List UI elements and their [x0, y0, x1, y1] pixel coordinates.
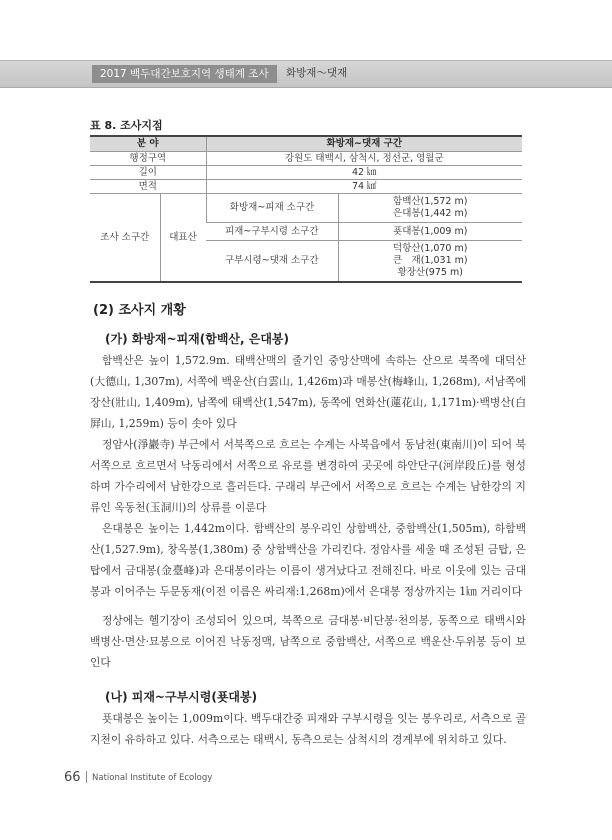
paragraph: 은대봉은 높이는 1,442m이다. 함백산의 봉우리인 상함백산, 중함백산(1,505m), 하함백산(1,527.9m), 창옥봉(1,380m) 중 상함백산을 가리킨다. 정암사를 세울 때 조성된 금탑, 은탑에서 금대봉(金臺峰)과 은대봉이라는 이름이 생겨났다고 전해진다. 바로 이웃에 있는 금대봉과 이어주는 두문동재(이전 이름은 싸리재:1,268m)에서 은대봉 정상까지는 1㎞ 거리이다: [90, 522, 526, 598]
row-value-area: 74 ㎢: [206, 180, 522, 194]
row-label-area: 면적: [90, 180, 206, 194]
footer-divider: [86, 771, 87, 783]
table-title: 표 8. 조사지점: [90, 119, 163, 132]
header-cell-section: 화방재~댓재 구간: [206, 136, 522, 152]
row-label-length: 길이: [90, 166, 206, 180]
subsection-2-name: 피재~구부시령 소구간: [206, 223, 338, 241]
peak-hambaeksan: 함백산(1,572 m): [393, 196, 468, 207]
peak-pyodaebong: 푯대봉(1,009 m): [393, 225, 468, 237]
running-header-section: 화방재～댓재: [286, 67, 348, 79]
table-header-row: [90, 136, 522, 152]
header-cell-field: 분 야: [90, 136, 206, 152]
row-value-admin: 강원도 태백시, 삼척시, 정선군, 영월군: [206, 152, 522, 166]
section-heading: (2) 조사지 개황: [93, 303, 186, 318]
row-label-representative: 대표산: [160, 194, 206, 283]
subsection-2-peaks: [338, 223, 522, 241]
row-value-length: 42 ㎞: [206, 166, 522, 180]
paragraph: 정암사(淨巖寺) 부근에서 서북쪽으로 흐르는 수계는 사북읍에서 동남천(東南川)이 되어 북서쪽으로 흐르면서 낙동리에서 서쪽으로 유로를 변경하여 곳곳에 하안단구(河岸段丘)를 형성하며 가수리에서 남한강으로 흘러든다. 구래리 부근에서 서쪽으로 흐르는 수계는 남한강의 지류인 옥동천(玉洞川)의 상류를 이룬다: [90, 438, 526, 514]
peak-keunjae: 큰 재(1,031 m): [392, 255, 468, 266]
sub-heading-a: (가) 화방재~피재(함백산, 은대봉): [105, 332, 290, 346]
subsection-3-peaks: [338, 241, 522, 283]
page-number: 66: [64, 770, 81, 785]
row-label-subsection: 조사 소구간: [90, 194, 160, 283]
subsection-1-name: 화방재~피재 소구간: [206, 194, 338, 223]
paragraph: 정상에는 헬기장이 조성되어 있으며, 북쪽으로 금대봉·비단봉·천의봉, 동쪽으로 태백시와 백병산·면산·묘봉으로 이어진 낙동정맥, 남쪽으로 중함백산, 서쪽으로 백운산·두위봉 등이 보인다: [90, 614, 526, 669]
peak-hwangjangsan: 황장산(975 m): [397, 267, 463, 278]
running-header-title: 2017 백두대간보호지역 생태계 조사: [92, 65, 277, 83]
table-row: [90, 152, 522, 166]
survey-site-table: [90, 135, 522, 283]
subsection-3-name: 구부시령~댓재 소구간: [206, 241, 338, 283]
footer-institute: National Institute of Ecology: [92, 773, 213, 783]
sub-heading-b: (나) 피재~구부시령(푯대봉): [105, 690, 258, 704]
paragraph: 푯대봉은 높이는 1,009m이다. 백두대간중 피재와 구부시령을 잇는 봉우리로, 서측으로 골지천이 유하하고 있다. 서측으로는 태백시, 동측으로는 삼척시의 경계부에 위치하고 있다.: [90, 712, 526, 746]
peak-deokhangsan: 덕항산(1,070 m): [393, 243, 468, 254]
table-row: [90, 180, 522, 194]
peak-eundaebong: 은대봉(1,442 m): [393, 208, 468, 219]
table-row: [90, 166, 522, 180]
subsection-1-peaks: [338, 194, 522, 223]
table-row: [90, 194, 522, 223]
row-label-admin: 행정구역: [90, 152, 206, 166]
paragraph: 함백산은 높이 1,572.9m. 태백산맥의 줄기인 중앙산맥에 속하는 산으로 북쪽에 대덕산(大德山, 1,307m), 서쪽에 백운산(白雲山, 1,426m)과 매봉산(梅峰山, 1,268m), 서남쪽에 장산(壯山, 1,409m), 남쪽에 태백산(1,547m), 동쪽에 연화산(蓮花山, 1,171m)·백병산(白屛山, 1,259m) 등이 솟아 있다: [90, 354, 526, 430]
